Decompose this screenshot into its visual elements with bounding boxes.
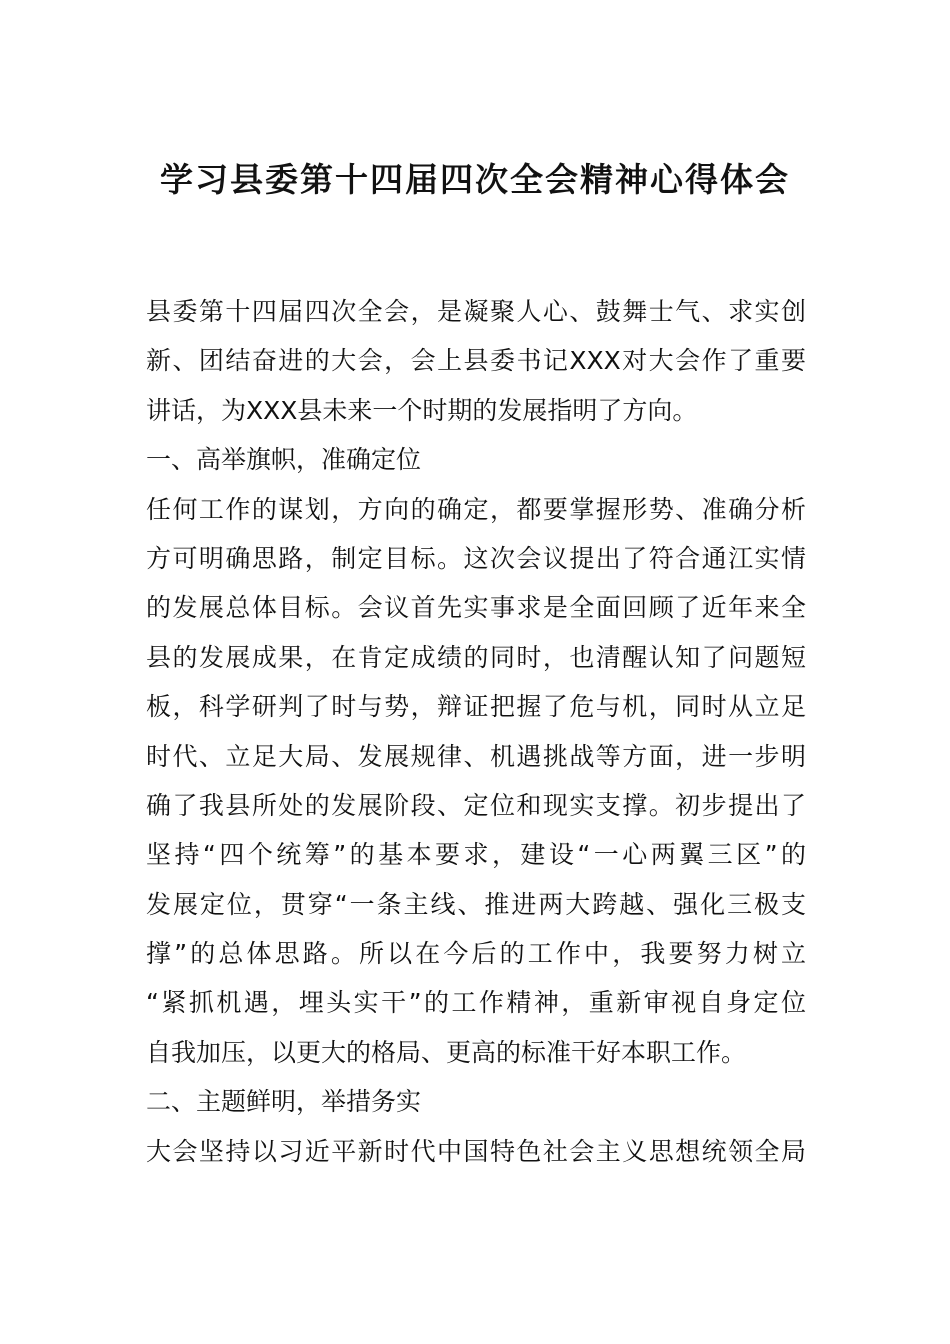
paragraph-line: 方可明确思路，制定目标。这次会议提出了符合通江实情 [146,543,806,573]
paragraph-line: 任何工作的谋划，方向的确定，都要掌握形势、准确分析 [146,494,806,524]
section-heading: 二、主题鲜明，举措务实 [146,1087,422,1117]
paragraph-line: 大会坚持以习近平新时代中国特色社会主义思想统领全局 [146,1136,806,1166]
paragraph-line: 发展定位，贯穿“一条主线、推进两大跨越、强化三极支 [146,889,806,919]
document-body [146,287,806,1176]
paragraph-line: 的发展总体目标。会议首先实事求是全面回顾了近年来全 [146,593,806,623]
paragraph-line: 确了我县所处的发展阶段、定位和现实支撑。初步提出了 [146,790,806,820]
paragraph-line: 县委第十四届四次全会，是凝聚人心、鼓舞士气、求实创 [146,297,806,326]
paragraph-line: 时代、立足大局、发展规律、机遇挑战等方面，进一步明 [146,741,806,771]
paragraph-line: 坚持“四个统筹”的基本要求，建设“一心两翼三区”的 [146,840,806,870]
section-heading: 一、高举旗帜，准确定位 [146,445,422,475]
paragraph-line: 板，科学研判了时与势，辩证把握了危与机，同时从立足 [146,692,806,722]
paragraph-line: 自我加压，以更大的格局、更高的标准干好本职工作。 [146,1037,747,1067]
document-title: 学习县委第十四届四次全会精神心得体会 [160,160,790,199]
paragraph-line: 撑”的总体思路。所以在今后的工作中，我要努力树立 [146,939,806,969]
paragraph-line: 县的发展成果，在肯定成绩的同时，也清醒认知了问题短 [146,642,806,672]
paragraph-line: 讲话，为XXX县未来一个时期的发展指明了方向。 [146,395,698,425]
paragraph-line: 新、团结奋进的大会，会上县委书记XXX对大会作了重要 [146,346,806,376]
paragraph-line: “紧抓机遇，埋头实干”的工作精神，重新审视自身定位 [146,988,806,1018]
